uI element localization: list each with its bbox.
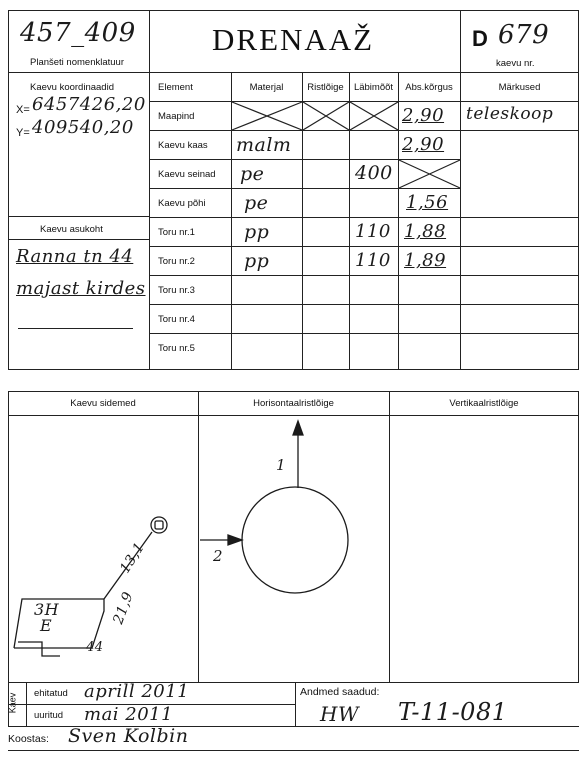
row-material: pp (244, 221, 270, 243)
col-header-notes: Märkused (498, 82, 541, 93)
well-number-label: kaevu nr. (496, 58, 535, 69)
divider (8, 750, 579, 751)
vertical-section-label: Vertikaalristlõige (449, 398, 519, 409)
author-name: Sven Kolbin (68, 725, 189, 747)
location-line-1: Ranna tn 44 (16, 246, 134, 267)
surveyed-date: mai 2011 (84, 704, 174, 725)
dimension-label: 44 (86, 640, 104, 655)
row-diameter: 110 (355, 221, 391, 242)
row-diameter: 400 (355, 162, 393, 184)
row-abs-height: 1,89 (404, 250, 447, 271)
location-line-2: majast kirdes (16, 278, 146, 299)
row-element: Toru nr.2 (158, 256, 195, 267)
dimension-label: 13,1 (117, 539, 149, 577)
col-header-element: Element (158, 82, 193, 93)
horizontal-section-label: Horisontaalristlõige (253, 398, 334, 409)
x-prefix: X= (16, 104, 30, 116)
row-abs-height: 1,56 (406, 192, 449, 213)
dimension-label: 21,9 (110, 589, 137, 627)
row-material: pp (244, 250, 270, 272)
row-material: pe (244, 192, 269, 214)
building-label: 3H (34, 600, 60, 619)
coordinates-label: Kaevu koordinaadid (30, 82, 114, 93)
row-element: Kaevu seinad (158, 169, 216, 180)
row-material: malm (236, 134, 292, 156)
connections-label: Kaevu sidemed (70, 398, 136, 409)
author-label: Koostas: (8, 733, 49, 745)
y-prefix: Y= (16, 127, 30, 139)
page-title: DRENAAŽ (212, 22, 375, 57)
divider (295, 683, 296, 726)
row-diameter: 110 (355, 250, 391, 271)
row-element: Toru nr.5 (158, 343, 195, 354)
built-date: aprill 2011 (84, 681, 190, 702)
location-label: Kaevu asukoht (40, 224, 103, 235)
row-element: Toru nr.4 (158, 314, 195, 325)
pipe-1-label: 1 (276, 456, 287, 474)
nomenclature-label: Planšeti nomenklatuur (30, 57, 124, 68)
built-label: ehitatud (34, 688, 68, 699)
divider (26, 683, 27, 726)
kaev-label: Kaev (7, 692, 18, 714)
pipe-2-label: 2 (213, 547, 224, 565)
row-notes: teleskoop (466, 104, 554, 124)
row-element: Kaevu põhi (158, 198, 206, 209)
row-material: pe (240, 163, 265, 185)
building-label: E (40, 616, 53, 635)
row-element: Kaevu kaas (158, 140, 208, 151)
row-abs-height: 2,90 (402, 105, 445, 126)
nomenclature-value: 457_409 (20, 18, 136, 48)
well-number: 679 (498, 20, 550, 50)
row-element: Toru nr.3 (158, 285, 195, 296)
surveyed-label: uuritud (34, 710, 64, 721)
x-coordinate: 6457426,20 (32, 94, 146, 115)
col-header-material: Materjal (249, 82, 284, 93)
row-abs-height: 1,88 (404, 221, 447, 242)
row-abs-height: 2,90 (402, 134, 445, 155)
data-source-value: HW (320, 702, 359, 726)
col-header-abs-height: Abs.kõrgus (405, 82, 453, 93)
y-coordinate: 409540,20 (32, 117, 134, 138)
document-code: T-11-081 (398, 698, 508, 726)
col-header-cross-section: Ristlõige (307, 82, 344, 93)
col-header-diameter: Läbimõõt (353, 82, 394, 93)
row-element: Toru nr.1 (158, 227, 195, 238)
row-element: Maapind (158, 111, 195, 122)
data-source-label: Andmed saadud: (300, 686, 380, 698)
well-prefix: D (472, 26, 488, 51)
